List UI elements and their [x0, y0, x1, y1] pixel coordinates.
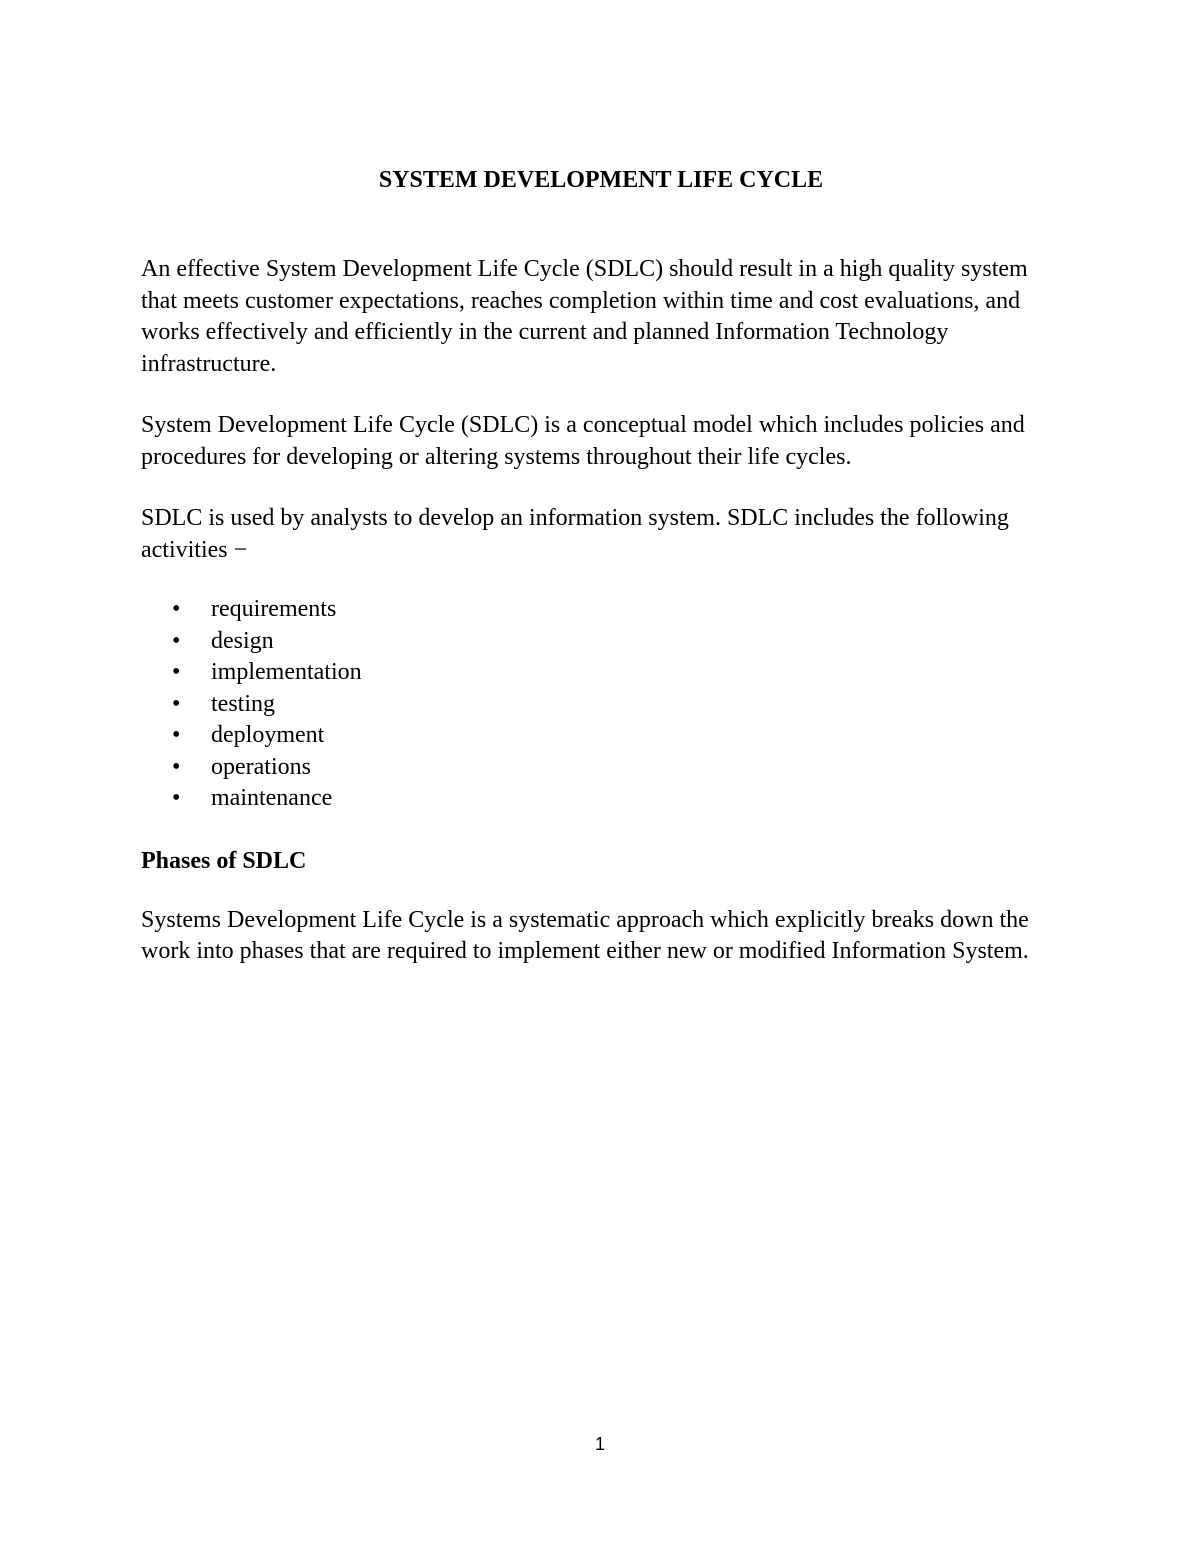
definition-paragraph: System Development Life Cycle (SDLC) is a conceptual model which includes policies and procedures for developing or altering systems throughout their life cycles.	[141, 412, 1025, 470]
list-item	[141, 594, 1061, 626]
activities-intro-paragraph: SDLC is used by analysts to develop an information system. SDLC includes the following activities −	[141, 505, 1009, 563]
list-item-label: deployment	[211, 722, 325, 748]
bullet-icon: •	[172, 659, 181, 685]
list-item	[141, 626, 1061, 658]
list-item-label: maintenance	[211, 785, 333, 811]
document-body	[141, 164, 1061, 968]
bullet-icon: •	[172, 596, 181, 622]
section-paragraph: Systems Development Life Cycle is a systematic approach which explicitly breaks down the work into phases that are required to implement either new or modified Information System.	[141, 906, 1029, 964]
section-heading: Phases of SDLC	[141, 847, 307, 874]
list-item	[141, 689, 1061, 721]
bullet-icon: •	[172, 722, 181, 748]
bullet-icon: •	[172, 627, 181, 654]
page-number: 1	[594, 1434, 605, 1454]
list-item-label: testing	[211, 690, 275, 717]
list-item-label: requirements	[211, 596, 337, 622]
bullet-icon: •	[172, 690, 181, 717]
list-item	[141, 783, 1061, 815]
list-item	[141, 752, 1061, 784]
list-item-label: design	[211, 627, 274, 654]
list-item	[141, 657, 1061, 689]
activities-list	[141, 594, 1061, 815]
bullet-icon: •	[172, 785, 181, 811]
bullet-icon: •	[172, 753, 181, 780]
list-item-label: implementation	[211, 659, 362, 685]
list-item	[141, 720, 1061, 752]
intro-paragraph: An effective System Development Life Cycle (SDLC) should result in a high quality system that meets customer expectations, reaches completion within time and cost evaluations, and works effectively and efficiently in the current and planned Information Technology infrastructure.	[141, 256, 1028, 377]
document-title: SYSTEM DEVELOPMENT LIFE CYCLE	[378, 167, 824, 193]
list-item-label: operations	[211, 753, 311, 780]
